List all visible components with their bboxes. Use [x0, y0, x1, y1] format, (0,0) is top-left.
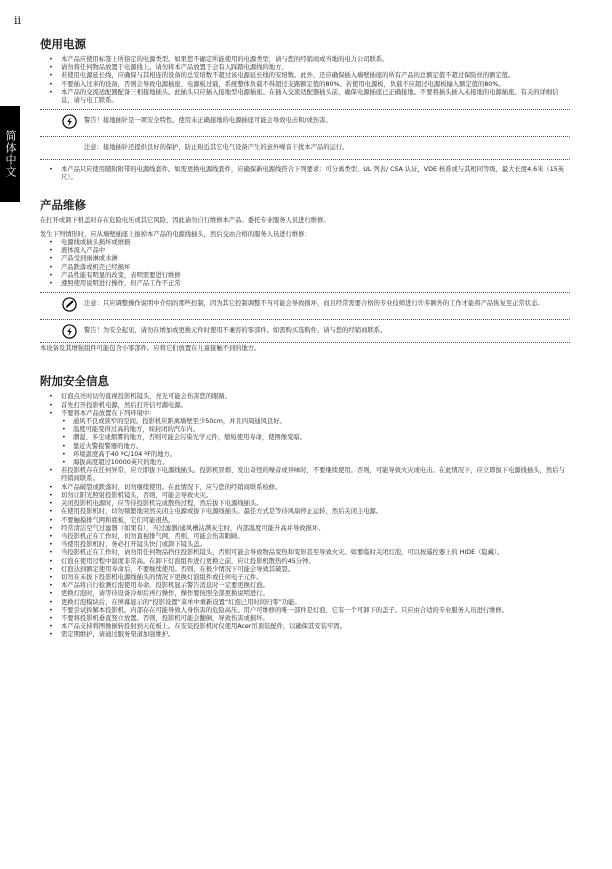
list-item: • 在使用投影机时，切勿频繁地突然关闭主电源或拔下电源线插头。最佳方式是等待风扇停止运转，然后关闭主电源。 — [40, 508, 570, 516]
servicing-warning-box — [40, 319, 570, 343]
warning-icon — [62, 324, 77, 339]
power-note-text: 注意：接地插针还提供良好的保护，防止附近其它电气设备产生的意外噪音干扰本产品的运行。 — [84, 144, 349, 152]
list-item: • 不要插入过多的设备，否则会导致电源插座、电源板过载，系统整体负载不得超过支路额定值的80%。若使用电源板，负载不应超过电源板输入额定值的80%。 — [40, 81, 570, 89]
list-item: • 本产品应使用标签上所指定的电源类型。如果您不确定所能使用的电源类型，请与您的经销商或当地的电力公司联系。 — [40, 56, 570, 64]
additional-list-2 — [40, 467, 570, 639]
servicing-warning-text: 警告！为安全起见，请勿在增加或更换元件时使用不兼容的零部件。如需购买选购件，请与您的经销商联系。 — [84, 327, 387, 335]
page-content — [40, 36, 570, 640]
additional-section-title: 附加安全信息 — [40, 374, 109, 389]
list-item: • 灯泡点亮时切勿直视投影机镜头，亮光可能会伤害您的眼睛。 — [40, 393, 570, 401]
list-item: • 不要尝试拆解本投影机。内部存在可能导致人身伤害的危险高压。用户可维修的唯一部件是灯泡，它有一个可卸下的盖子。只应由合适的专业服务人员进行维修。 — [40, 607, 570, 615]
power-section-title: 使用电源 — [40, 37, 86, 51]
servicing-note-box — [40, 292, 570, 315]
list-item: • 遵照使用说明进行操作，但产品工作不正常 — [40, 280, 570, 288]
page-number: ii — [14, 14, 22, 27]
list-item: • 当投影机正在工作时，请勿用任何物品挡住投影机镜头，否则可能会导致物品变热和变形甚至导致火灾。如要临时关闭灯泡，可以按遥控器上的 HIDE（隐藏）。 — [40, 549, 570, 557]
list-item: • 灯泡达到额定使用寿命后，不要继续使用。否则，在极少情况下可能会导致其破裂。 — [40, 566, 570, 574]
list-item: • 首先打开投影机电源，然后打开信号源电源。 — [40, 402, 570, 410]
list-item: • 不要将投影机垂直竖立放置。否则，投影机可能会翻倒，导致伤害或损坏。 — [40, 615, 570, 623]
list-item: • 当使用投影机时，务必打开镜头快门或卸下镜头盖。 — [40, 541, 570, 549]
list-item: • 切勿让阳光照射投影机镜头，否则，可能会导致火灾。 — [40, 492, 570, 500]
list-item: • 产品跌落或机壳已经损坏 — [40, 264, 570, 272]
note-pen-icon — [62, 297, 77, 312]
warning-icon — [62, 114, 77, 129]
additional-list — [40, 393, 570, 418]
list-item: • 产品受到雨淋或水淋 — [40, 255, 570, 263]
list-item: • 本产品破裂或跌落时，切勿继续使用。在此情况下，应与您的经销商联系检修。 — [40, 484, 570, 492]
list-item: • 更换灯泡模块后，在屏幕显示的“投影设置”菜单中重新设置“灯泡已用时间归零”功能。 — [40, 599, 570, 607]
servicing-note-text: 注意：只应调整操作说明中介绍的那些控制，因为其它控制调整不当可能会导致损坏，而且经常需要合格的专业技师进行许多额外的工作才能将产品恢复至正常状态。 — [84, 300, 544, 308]
list-item: • 不要将本产品放置在下列环境中： — [40, 410, 570, 418]
list-item: • 液体流入产品中 — [40, 247, 570, 255]
language-side-tab-label: 简体中文 — [4, 130, 17, 178]
list-item: • 当投影机正在工作时，切勿直视排气网，否则，可能会伤害眼睛。 — [40, 533, 570, 541]
servicing-section-title: 产品维修 — [40, 197, 86, 212]
power-warning-box — [40, 109, 570, 132]
sub-list-item: • 潮湿、多尘或烟雾的地方，否则可能会污染光学元件，缩短使用寿命，使图像变暗。 — [40, 434, 570, 442]
list-item: • 电源线或插头损坏或磨损 — [40, 239, 570, 247]
power-list — [40, 56, 570, 105]
list-item: • 不要触摸排气网和底板，它们可能很热。 — [40, 517, 570, 525]
list-item: • 本产品支持将图像倒转投射到天花板上。在安装投影机时仅使用Acer吊顶装配件，以确保其安装牢固。 — [40, 623, 570, 631]
list-item: • 经常清洁空气过滤器（如果有），当过滤器/通风槽沾满灰尘时，内部温度可能升高并导致损坏。 — [40, 525, 570, 533]
list-item: • 若投影机存在任何异常，应立即拔下电源线插头。投影机冒烟、发出奇怪的噪音或异味时，不要继续使用。否则，可能导致火灾或电击。在此情况下，应立即拔下电源线插头，然后与经销商联系。 — [40, 467, 570, 483]
list-item: • 产品性能有明显的改变，表明需要进行维修 — [40, 272, 570, 280]
list-item: • 本产品只应使用随附附带的电源线套件。如需更换电源线套件，应确保新电源线符合下列要求：可分离类型，UL 列表/ CSA 认证，VDE 核准或与其相同等级，最大长度4.6米（15英尺）。 — [40, 166, 570, 182]
sub-list-item: • 通风不良或狭窄的空间。投影机应距离墙壁至少50cm，并且四周通风良好。 — [40, 418, 570, 426]
servicing-lead: 发生下列情形时，应从墙壁插座上拔掉本产品的电源线插头，然后交由合格的服务人员进行维修： — [40, 230, 311, 238]
language-side-tab — [0, 106, 20, 202]
power-note-box — [40, 136, 570, 160]
list-item: • 关闭投影机电源时，应等待投影机完成散热过程，然后拔下电源线插头。 — [40, 500, 570, 508]
list-item: • 切勿在未拔下投影机电源线插头的情况下更换灯泡组件或任何电子元件。 — [40, 574, 570, 582]
servicing-intro: 在打开或卸下机盖时存在危险电压或其它风险，因此请勿自行维修本产品。委托专业服务人员进行维修。 — [40, 216, 330, 224]
list-item: • 本产品的交流适配器配备三相接地插头。此插头只应插入接地型电源插座。在插入交流适配器插头前，确保电源插座已正确接地。不要将插头插入未接地的电源插座。有关的详细信息，请与电工联系。 — [40, 89, 570, 105]
list-item: • 需定期维护，请通过服务渠道加强维护。 — [40, 631, 570, 639]
list-item: • 灯泡在使用过程中温度非常高。在卸下灯泡组件进行更换之前，应让投影机散热约45分钟。 — [40, 558, 570, 566]
environment-sublist — [40, 418, 570, 467]
list-item: • 请勿将任何物品放置于电源线上。请勿将本产品放置于会有人踩踏电源线的地方。 — [40, 64, 570, 72]
sub-list-item: • 海拔高度超过10000英尺的地方。 — [40, 459, 570, 467]
servicing-list — [40, 239, 570, 288]
sub-list-item: • 靠近火警报警器的地方。 — [40, 443, 570, 451]
list-item: • 若使用电源延长线，应确保与其相连的设备的总安培数不超过该电源延长线的安培数。此外，还应确保插入墙壁插座的所有产品的总额定值不超过保险丝的额定值。 — [40, 72, 570, 80]
servicing-outro: 本设备及其增强组件可能包含小零部件。应将它们放置在儿童接触不到的地方。 — [40, 345, 261, 353]
sub-list-item: • 温度可能变得过高的地方，如封闭的汽车内。 — [40, 426, 570, 434]
sub-list-item: • 环境温度高于40 ºC/104 ºF的地方。 — [40, 451, 570, 459]
power-list-2 — [40, 166, 570, 182]
list-item: • 更换灯泡时，请等待设备冷却后再行操作，操作要按照全部更换说明进行。 — [40, 590, 570, 598]
power-warning-text: 警告！接地插针是一项安全特性。使用未正确接地的电源插座可能会导致电击和/或伤害。 — [84, 117, 332, 125]
list-item: • 本产品将自行检测灯泡使用寿命。投影机显示警告消息时一定要更换灯泡。 — [40, 582, 570, 590]
